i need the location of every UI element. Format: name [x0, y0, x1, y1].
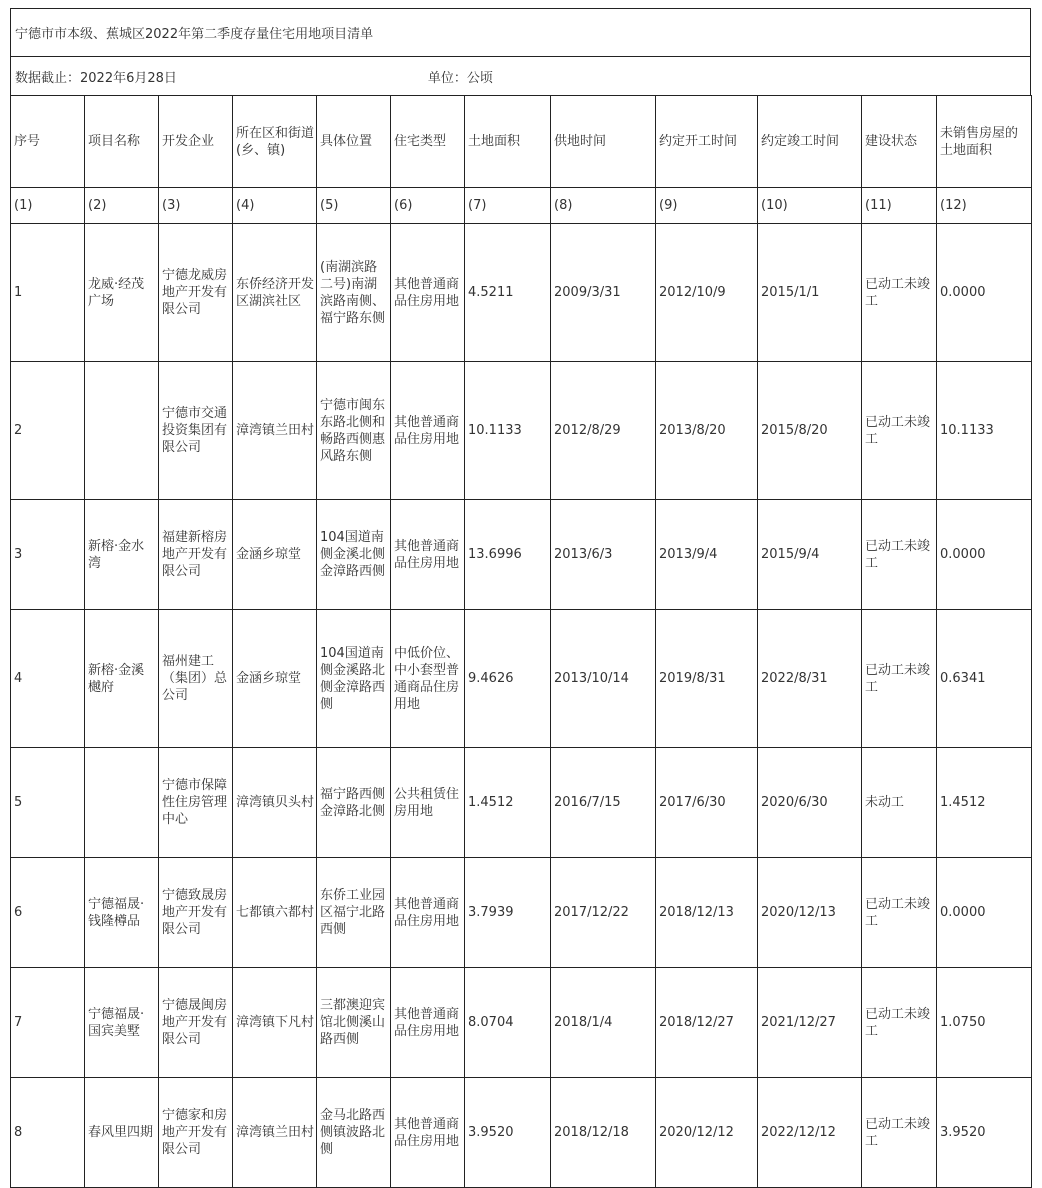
table-cell: 已动工未竣工 [862, 1078, 937, 1188]
table-cell: 2020/12/13 [758, 858, 862, 968]
table-cell: 2019/8/31 [656, 610, 758, 748]
table-cell: 宁德福晟·钱隆樽品 [85, 858, 159, 968]
column-number-cell: (1) [11, 188, 85, 224]
table-cell: 漳湾镇下凡村 [233, 968, 317, 1078]
table-cell: 未动工 [862, 748, 937, 858]
table-cell: 3.7939 [465, 858, 551, 968]
column-number-cell: (12) [937, 188, 1032, 224]
table-cell: 七都镇六都村 [233, 858, 317, 968]
table-cell: 2012/8/29 [551, 362, 656, 500]
table-cell: 10.1133 [465, 362, 551, 500]
table-cell: 已动工未竣工 [862, 500, 937, 610]
table-cell: 其他普通商品住房用地 [391, 858, 465, 968]
table-cell: 宁德市闽东东路北侧和畅路西侧惠风路东侧 [317, 362, 391, 500]
table-cell: 2 [11, 362, 85, 500]
table-cell: 3.9520 [465, 1078, 551, 1188]
table-cell: 金涵乡琼堂 [233, 610, 317, 748]
table-cell: 其他普通商品住房用地 [391, 1078, 465, 1188]
table-cell: 其他普通商品住房用地 [391, 968, 465, 1078]
table-cell: 已动工未竣工 [862, 610, 937, 748]
table-row [11, 362, 1032, 500]
table-cell: 其他普通商品住房用地 [391, 500, 465, 610]
table-cell: 0.0000 [937, 224, 1032, 362]
header-cell: 所在区和街道(乡、镇) [233, 96, 317, 188]
column-number-cell: (5) [317, 188, 391, 224]
meta-row [10, 56, 1031, 95]
table-cell: 2015/9/4 [758, 500, 862, 610]
table-row [11, 500, 1032, 610]
table-cell: 宁德家和房地产开发有限公司 [159, 1078, 233, 1188]
table-cell: 2015/8/20 [758, 362, 862, 500]
header-row [11, 96, 1032, 188]
table-cell: 2017/6/30 [656, 748, 758, 858]
column-number-cell: (2) [85, 188, 159, 224]
table-cell: 龙威·经茂广场 [85, 224, 159, 362]
table-cell: 宁德市交通投资集团有限公司 [159, 362, 233, 500]
column-number-cell: (9) [656, 188, 758, 224]
table-row [11, 610, 1032, 748]
table-cell: 福州建工（集团）总公司 [159, 610, 233, 748]
data-cutoff-date: 数据截止：2022年6月28日 [15, 70, 177, 86]
table-cell: 2016/7/15 [551, 748, 656, 858]
table-cell: 2015/1/1 [758, 224, 862, 362]
table-cell: 2009/3/31 [551, 224, 656, 362]
table-cell: 1 [11, 224, 85, 362]
column-number-row [11, 188, 1032, 224]
table-cell: 2020/12/12 [656, 1078, 758, 1188]
table-cell: 新榕·金水湾 [85, 500, 159, 610]
column-number-cell: (8) [551, 188, 656, 224]
header-cell: 供地时间 [551, 96, 656, 188]
table-cell: 2018/1/4 [551, 968, 656, 1078]
table-cell: 已动工未竣工 [862, 968, 937, 1078]
column-number-cell: (3) [159, 188, 233, 224]
table-cell: 新榕·金溪樾府 [85, 610, 159, 748]
table-cell: 1.4512 [465, 748, 551, 858]
table-cell: 春风里四期 [85, 1078, 159, 1188]
table-cell: 2013/6/3 [551, 500, 656, 610]
table-cell: 0.0000 [937, 500, 1032, 610]
table-cell [85, 748, 159, 858]
table-cell: 漳湾镇兰田村 [233, 362, 317, 500]
table-cell: 1.4512 [937, 748, 1032, 858]
table-cell: 东侨工业园区福宁北路西侧 [317, 858, 391, 968]
header-cell: 未销售房屋的土地面积 [937, 96, 1032, 188]
table-cell: 4 [11, 610, 85, 748]
table-cell: 4.5211 [465, 224, 551, 362]
table-cell: 13.6996 [465, 500, 551, 610]
table-cell: 2018/12/13 [656, 858, 758, 968]
column-number-cell: (4) [233, 188, 317, 224]
table-cell: 8.0704 [465, 968, 551, 1078]
table-row [11, 224, 1032, 362]
table-cell: 9.4626 [465, 610, 551, 748]
table-cell: 2017/12/22 [551, 858, 656, 968]
table-cell: 2020/6/30 [758, 748, 862, 858]
table-cell: 金涵乡琼堂 [233, 500, 317, 610]
header-cell: 序号 [11, 96, 85, 188]
table-cell: 2021/12/27 [758, 968, 862, 1078]
table-cell: 宁德致晟房地产开发有限公司 [159, 858, 233, 968]
table-cell: 2022/12/12 [758, 1078, 862, 1188]
table-cell: 2013/10/14 [551, 610, 656, 748]
table-cell: 漳湾镇贝头村 [233, 748, 317, 858]
table-cell: 已动工未竣工 [862, 362, 937, 500]
table-row [11, 1078, 1032, 1188]
table-cell: 2012/10/9 [656, 224, 758, 362]
table-cell: 6 [11, 858, 85, 968]
header-cell: 建设状态 [862, 96, 937, 188]
table-cell: 宁德福晟·国宾美墅 [85, 968, 159, 1078]
table-cell: 10.1133 [937, 362, 1032, 500]
table-cell: 1.0750 [937, 968, 1032, 1078]
table-cell: 福建新榕房地产开发有限公司 [159, 500, 233, 610]
header-cell: 约定竣工时间 [758, 96, 862, 188]
inventory-sheet [10, 8, 1031, 1188]
table-cell: 2013/8/20 [656, 362, 758, 500]
table-cell: 3.9520 [937, 1078, 1032, 1188]
table-cell [85, 362, 159, 500]
table-cell: 5 [11, 748, 85, 858]
sheet-title: 宁德市市本级、蕉城区2022年第二季度存量住宅用地项目清单 [10, 8, 1031, 56]
header-cell: 开发企业 [159, 96, 233, 188]
table-cell: 104国道南侧金溪路北侧金漳路西侧 [317, 610, 391, 748]
column-number-cell: (11) [862, 188, 937, 224]
table-cell: 0.0000 [937, 858, 1032, 968]
column-number-cell: (10) [758, 188, 862, 224]
table-cell: 0.6341 [937, 610, 1032, 748]
table-cell: 104国道南侧金溪北侧金漳路西侧 [317, 500, 391, 610]
header-cell: 住宅类型 [391, 96, 465, 188]
table-cell: 其他普通商品住房用地 [391, 362, 465, 500]
table-cell: 福宁路西侧金漳路北侧 [317, 748, 391, 858]
table-cell: (南湖滨路二号)南湖滨路南侧、福宁路东侧 [317, 224, 391, 362]
header-cell: 土地面积 [465, 96, 551, 188]
header-cell: 项目名称 [85, 96, 159, 188]
table-cell: 2018/12/18 [551, 1078, 656, 1188]
table-cell: 3 [11, 500, 85, 610]
table-cell: 公共租赁住房用地 [391, 748, 465, 858]
header-cell: 约定开工时间 [656, 96, 758, 188]
table-cell: 宁德晟闽房地产开发有限公司 [159, 968, 233, 1078]
table-cell: 中低价位、中小套型普通商品住房用地 [391, 610, 465, 748]
table-cell: 已动工未竣工 [862, 858, 937, 968]
table-cell: 2018/12/27 [656, 968, 758, 1078]
table-cell: 8 [11, 1078, 85, 1188]
unit-label: 单位：公顷 [427, 70, 493, 86]
table-row [11, 858, 1032, 968]
header-cell: 具体位置 [317, 96, 391, 188]
table-row [11, 748, 1032, 858]
table-cell: 宁德龙威房地产开发有限公司 [159, 224, 233, 362]
table-cell: 已动工未竣工 [862, 224, 937, 362]
table-cell: 三都澳迎宾馆北侧溪山路西侧 [317, 968, 391, 1078]
table-cell: 金马北路西侧镇波路北侧 [317, 1078, 391, 1188]
table-cell: 东侨经济开发区湖滨社区 [233, 224, 317, 362]
land-project-table [10, 95, 1032, 1188]
column-number-cell: (7) [465, 188, 551, 224]
table-cell: 宁德市保障性住房管理中心 [159, 748, 233, 858]
table-cell: 2022/8/31 [758, 610, 862, 748]
table-cell: 其他普通商品住房用地 [391, 224, 465, 362]
column-number-cell: (6) [391, 188, 465, 224]
table-cell: 漳湾镇兰田村 [233, 1078, 317, 1188]
table-cell: 7 [11, 968, 85, 1078]
table-row [11, 968, 1032, 1078]
table-cell: 2013/9/4 [656, 500, 758, 610]
